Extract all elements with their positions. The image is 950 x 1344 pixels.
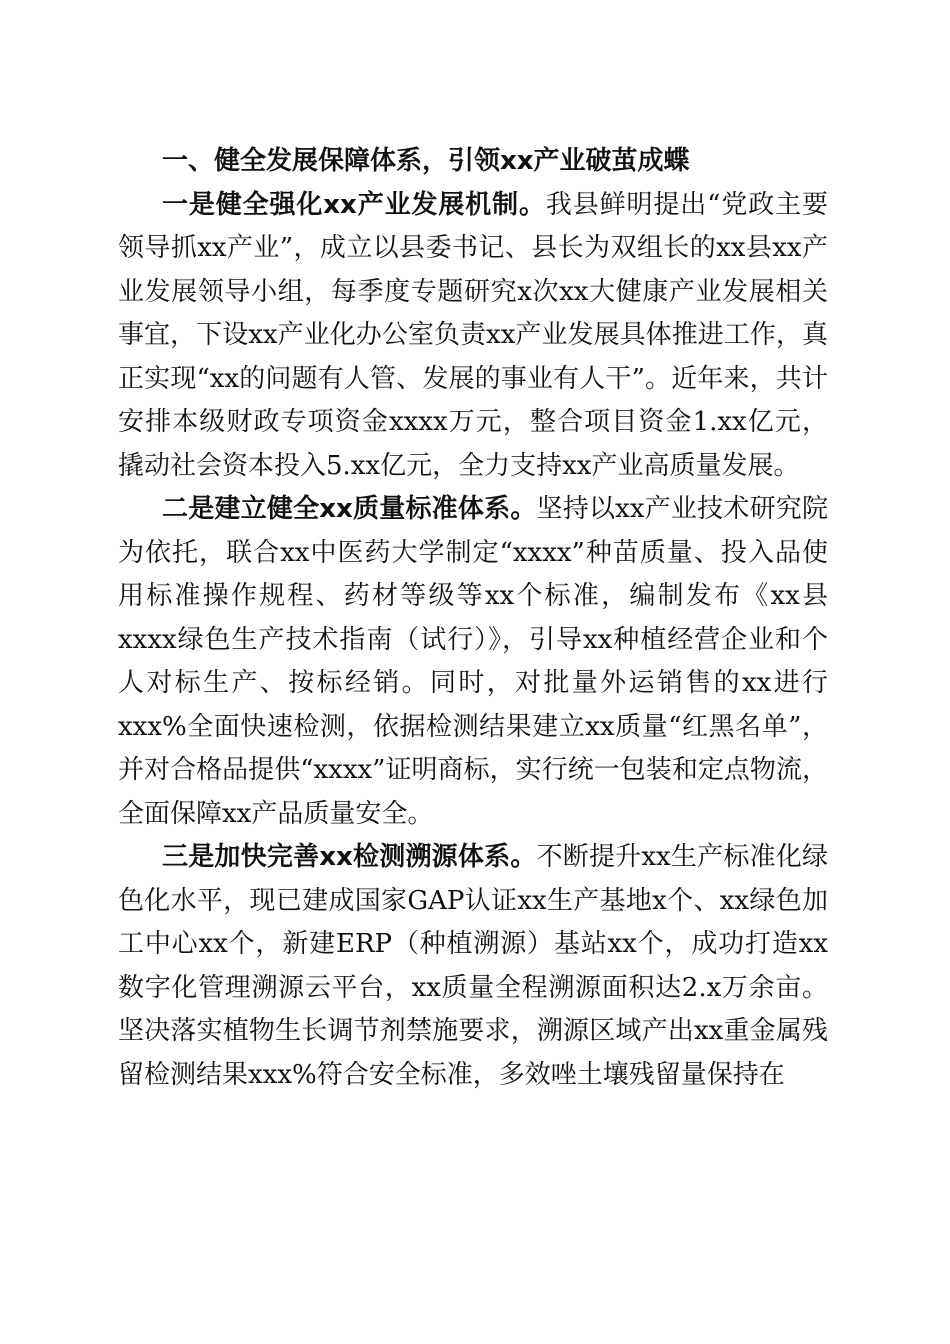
paragraph-3-body: 不断提升xx生产标准化绿色化水平，现已建成国家GAP认证xx生产基地x个、xx绿色加工中心xx个，新建ERP（种植溯源）基站xx个，成功打造xx数字化管理溯源云平台，xx质量全程溯源面积达2.x万余亩。坚决落实植物生长调节剂禁施要求，溯源区域产出xx重金属残留检测结果xxx%符合安全标准，多效唑土壤残留量保持在 bbox=[118, 842, 828, 1090]
paragraph-1 bbox=[118, 184, 828, 489]
paragraph-2 bbox=[118, 488, 828, 836]
paragraph-3 bbox=[118, 836, 828, 1097]
paragraph-1-lead: 一是健全强化xx产业发展机制。 bbox=[162, 189, 546, 220]
document-body bbox=[118, 140, 828, 1097]
paragraph-3-lead: 三是加快完善xx检测溯源体系。 bbox=[162, 842, 537, 872]
section-heading: 一、健全发展保障体系，引领xx产业破茧成蝶 bbox=[162, 146, 690, 176]
paragraph-2-lead: 二是建立健全xx质量标准体系。 bbox=[162, 494, 537, 524]
paragraph-1-body: 我县鲜明提出“党政主要领导抓xx产业”，成立以县委书记、县长为双组长的xx县xx产业发展领导小组，每季度专题研究x次xx大健康产业发展相关事宜，下设xx产业化办公室负责xx产业发展具体推进工作，真正实现“xx的问题有人管、发展的事业有人干”。近年来，共计安排本级财政专项资金xxxx万元，整合项目资金1.xx亿元，撬动社会资本投入5.xx亿元，全力支持xx产业高质量发展。 bbox=[118, 189, 828, 481]
paragraph-2-body: 坚持以xx产业技术研究院为依托，联合xx中医药大学制定“xxxx”种苗质量、投入品使用标准操作规程、药材等级等xx个标准，编制发布《xx县xxxx绿色生产技术指南（试行）》，引导xx种植经营企业和个人对标生产、按标经销。同时，对批量外运销售的xx进行xxx%全面快速检测，依据检测结果建立xx质量“红黑名单”，并对合格品提供“xxxx”证明商标，实行统一包装和定点物流，全面保障xx产品质量安全。 bbox=[118, 494, 828, 829]
